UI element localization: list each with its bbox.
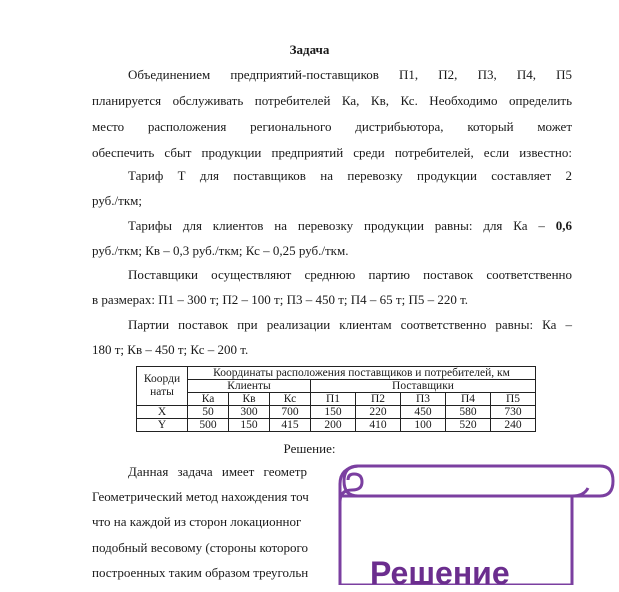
corner-header: Коорди наты — [137, 367, 188, 406]
paragraph-line: Партии поставок при реализации клиентам соответственно равны: Ка – — [128, 317, 572, 332]
column-header: П3 — [401, 393, 446, 406]
paragraph-line: Объединением предприятий-поставщиков П1, П2, П3, П4, П5 — [128, 67, 572, 82]
scroll-banner-label: Решение — [370, 555, 510, 591]
table-cell: 100 — [401, 419, 446, 432]
table-cell: 200 — [311, 419, 356, 432]
paragraph-line: руб./ткм; — [92, 193, 142, 208]
table-cell: 300 — [229, 406, 270, 419]
table-cell: 220 — [356, 406, 401, 419]
paragraph-line: построенных таким образом треугольн — [92, 565, 309, 580]
paragraph-line: руб./ткм; Кв – 0,3 руб./ткм; Кс – 0,25 руб./ткм. — [92, 243, 349, 258]
column-header: П5 — [491, 393, 536, 406]
tariff-text: Тарифы для клиентов на перевозку продукции равны: для Ка – — [128, 218, 545, 233]
paragraph-line: 180 т; Кв – 450 т; Кс – 200 т. — [92, 342, 249, 357]
table-row — [137, 406, 536, 419]
tariff-value: 0,6 — [555, 218, 572, 233]
column-header: П4 — [446, 393, 491, 406]
table-cell: 50 — [188, 406, 229, 419]
table-cell: 700 — [270, 406, 311, 419]
table-cell: 150 — [311, 406, 356, 419]
column-header: Кв — [229, 393, 270, 406]
table-cell: 450 — [401, 406, 446, 419]
solution-caption: Решение: — [283, 441, 336, 456]
table-cell: 730 — [491, 406, 536, 419]
scroll-banner — [332, 462, 619, 591]
table-cell: 520 — [446, 419, 491, 432]
task-title: Задача — [289, 42, 330, 57]
paragraph-line — [128, 218, 572, 234]
table-cell: 150 — [229, 419, 270, 432]
table-main-header: Координаты расположения поставщиков и потребителей, км — [188, 367, 536, 380]
table-cell: 410 — [356, 419, 401, 432]
paragraph-line: Тариф Т для поставщиков на перевозку продукции составляет 2 — [128, 168, 572, 183]
paragraph-line: планируется обслуживать потребителей Ка, Кв, Кс. Необходимо определить — [92, 93, 572, 108]
paragraph-line: Геометрический метод нахождения точ — [92, 489, 309, 504]
table-cell: 240 — [491, 419, 536, 432]
column-header: Ка — [188, 393, 229, 406]
paragraph-line: в размерах: П1 – 300 т; П2 – 100 т; П3 – 450 т; П4 – 65 т; П5 – 220 т. — [92, 292, 469, 307]
paragraph-line: Данная задача имеет геометр — [128, 464, 308, 479]
clients-group-header: Клиенты — [188, 380, 311, 393]
row-label: X — [137, 406, 188, 419]
paragraph-line: что на каждой из сторон локационног — [92, 514, 302, 529]
suppliers-group-header: Поставщики — [311, 380, 536, 393]
paragraph-line: подобный весовому (стороны которого — [92, 540, 308, 555]
row-label: Y — [137, 419, 188, 432]
table-cell: 500 — [188, 419, 229, 432]
column-header: П1 — [311, 393, 356, 406]
column-header: П2 — [356, 393, 401, 406]
table-cell: 580 — [446, 406, 491, 419]
paragraph-line: Поставщики осуществляют среднюю партию поставок соответственно — [128, 267, 572, 282]
coordinates-table — [136, 366, 536, 432]
paragraph-line: место расположения регионального дистрибьютора, который может — [92, 119, 572, 134]
table-row — [137, 419, 536, 432]
paragraph-line: обеспечить сбыт продукции предприятий среди потребителей, если известно: — [92, 145, 572, 160]
column-header: Кс — [270, 393, 311, 406]
table-cell: 415 — [270, 419, 311, 432]
